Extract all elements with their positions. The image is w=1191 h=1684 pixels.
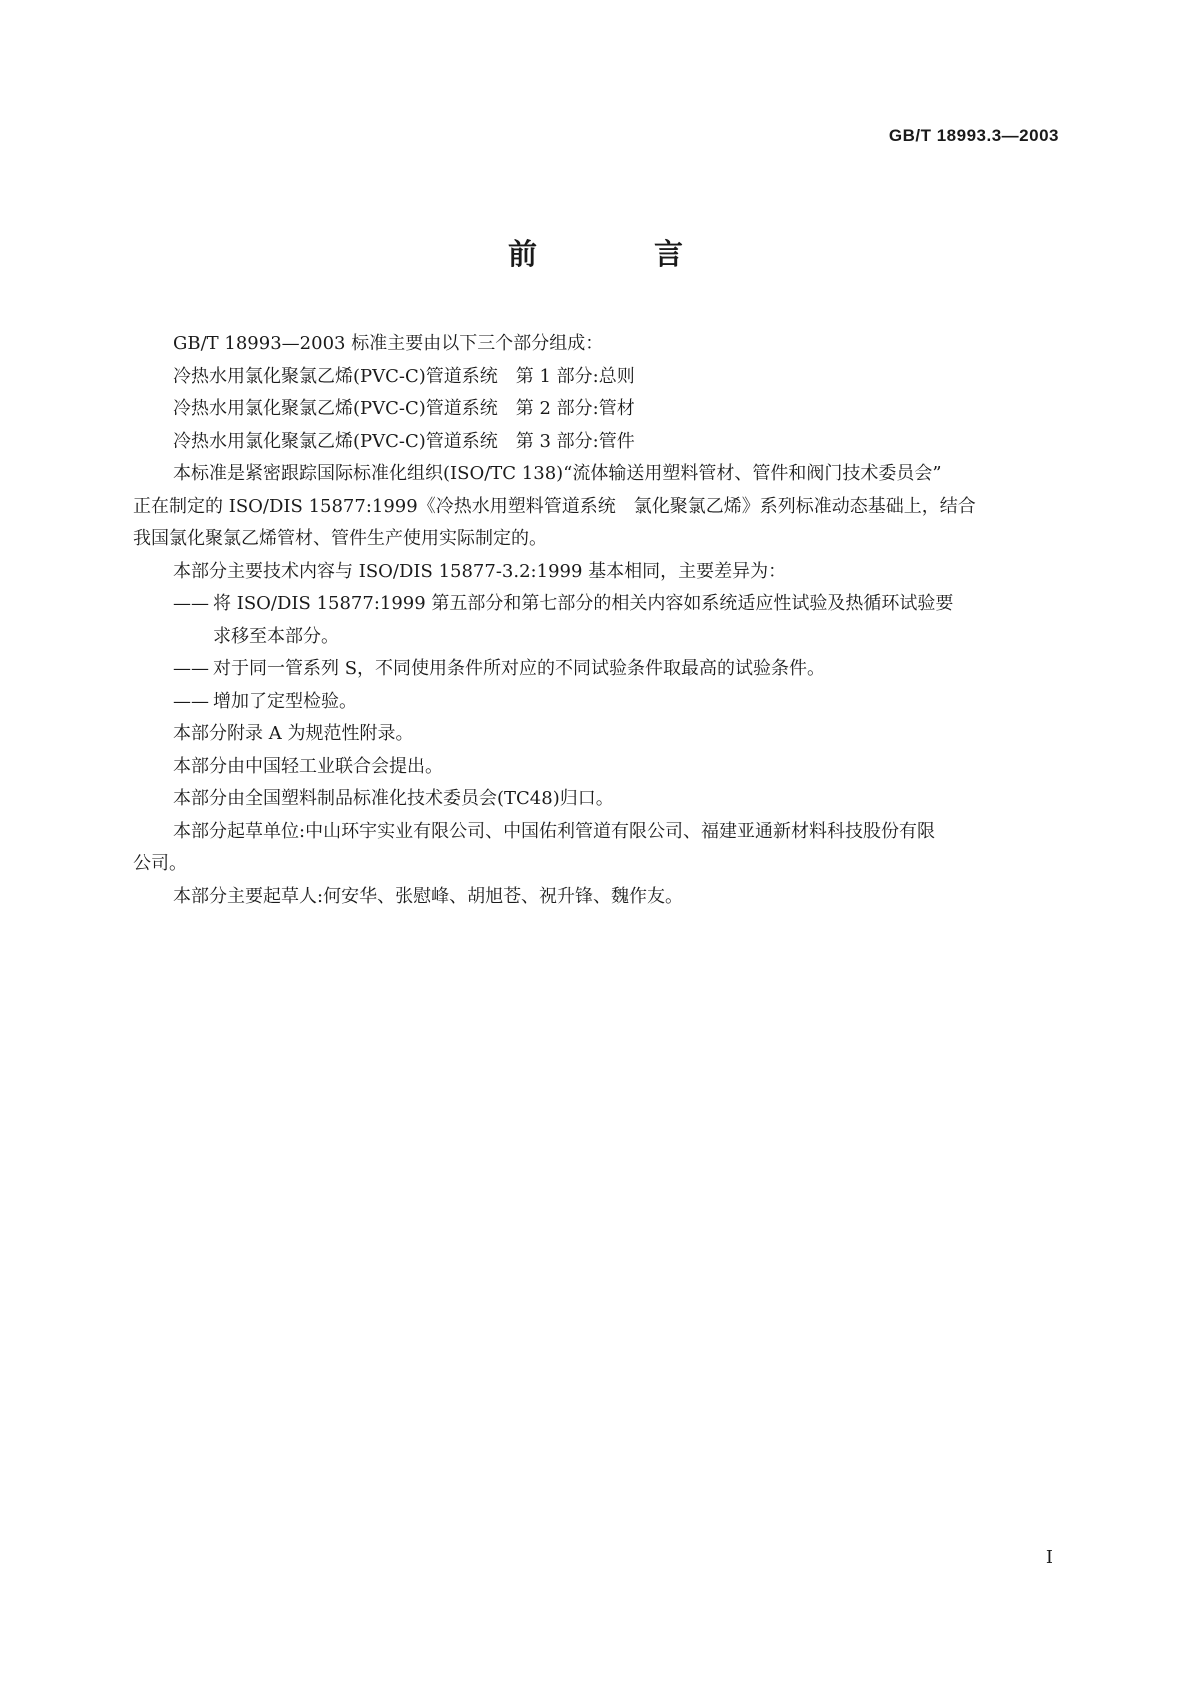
paragraph: 本部分起草单位:中山环宇实业有限公司、中国佑利管道有限公司、福建亚通新材料科技股份有限 — [173, 820, 936, 842]
page-number: I — [1045, 1547, 1053, 1568]
paragraph: 本部分主要技术内容与 ISO/DIS 15877-3.2:1999 基本相同，主要差异为： — [173, 560, 787, 582]
dash-item-text: 对于同一管系列 S，不同使用条件所对应的不同试验条件取最高的试验条件。 — [213, 658, 826, 679]
document-body — [133, 328, 1058, 913]
paragraph-continuation: 正在制定的 ISO/DIS 15877:1999《冷热水用塑料管道系统 氯化聚氯乙烯》系列标准动态基础上，结合 — [133, 495, 976, 517]
page-title: 前 言 — [507, 237, 727, 271]
dash-item-text: 增加了定型检验。 — [213, 690, 357, 712]
dash-item-text-continuation: 求移至本部分。 — [213, 625, 339, 647]
paragraph: 本部分附录 A 为规范性附录。 — [173, 723, 414, 744]
paragraph: GB/T 18993—2003 标准主要由以下三个部分组成： — [173, 333, 604, 354]
dash-item-text: 将 ISO/DIS 15877:1999 第五部分和第七部分的相关内容如系统适应性试验及热循环试验要 — [213, 593, 954, 614]
paragraph: 冷热水用氯化聚氯乙烯(PVC-C)管道系统 第 2 部分:管材 — [173, 398, 635, 419]
paragraph: 本部分主要起草人:何安华、张慰峰、胡旭苍、祝升锋、魏作友。 — [173, 885, 684, 907]
dash-list-item — [133, 686, 1058, 719]
paragraph: 本部分由全国塑料制品标准化技术委员会(TC48)归口。 — [173, 788, 614, 809]
dash-marker: —— — [173, 658, 209, 679]
paragraph: 本标准是紧密跟踪国际标准化组织(ISO/TC 138)“流体输送用塑料管材、管件和阀门技术委员会” — [173, 463, 942, 484]
dash-list-item — [133, 588, 1058, 653]
dash-list-item — [133, 653, 1058, 686]
paragraph-continuation: 公司。 — [133, 853, 187, 874]
paragraph: 冷热水用氯化聚氯乙烯(PVC-C)管道系统 第 3 部分:管件 — [173, 430, 635, 452]
dash-marker: —— — [173, 593, 209, 614]
paragraph: 本部分由中国轻工业联合会提出。 — [173, 755, 443, 777]
paragraph-continuation: 我国氯化聚氯乙烯管材、管件生产使用实际制定的。 — [133, 528, 547, 549]
dash-marker: —— — [173, 690, 209, 712]
paragraph: 冷热水用氯化聚氯乙烯(PVC-C)管道系统 第 1 部分:总则 — [173, 365, 635, 387]
standard-code: GB/T 18993.3—2003 — [888, 126, 1059, 145]
